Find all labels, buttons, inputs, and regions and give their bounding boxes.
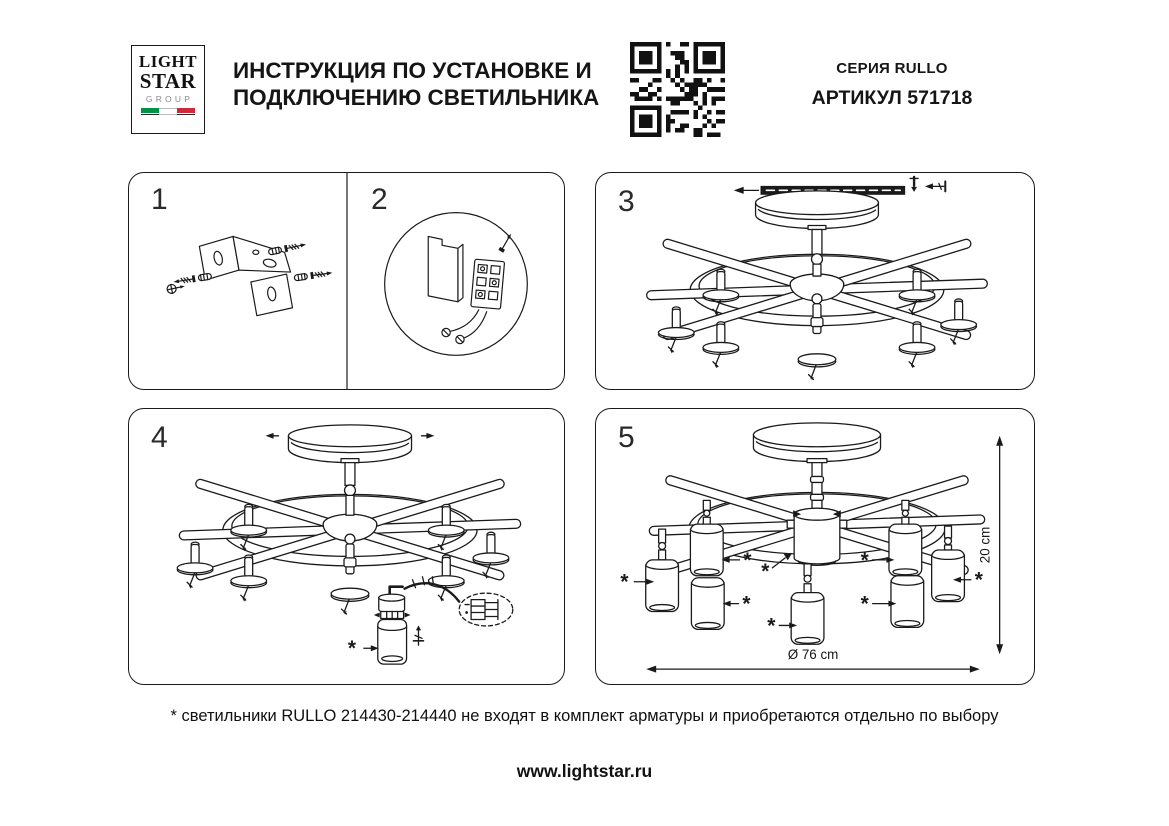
shade-marker: * [974,568,983,592]
step-4-number: 4 [151,421,168,454]
qr-code-icon [630,42,725,137]
connector-magnifier [459,593,513,626]
center-stem [807,459,827,513]
shade-marker: * [860,548,869,572]
shade-marker: * [742,592,751,616]
step-1-number: 1 [151,183,168,216]
footnote: * светильники RULLO 214430-214440 не входят в комплект арматуры и приобретаются отдельно по выбору [170,707,999,725]
shade-marker: * [620,570,629,594]
website-url: www.lightstar.ru [516,761,653,781]
shade-assembly [374,577,459,664]
series-name: СЕРИЯ RULLO [836,60,948,77]
page-title-line1: ИНСТРУКЦИЯ ПО УСТАНОВКЕ И [233,58,592,83]
italy-flag-icon [141,108,195,115]
shade-marker: * [860,592,869,616]
step-1-2-panel [128,172,565,390]
wiring-detail-drawing [385,213,528,356]
step-5-illustration [596,409,1034,684]
step-5-number: 5 [618,421,635,454]
lightstar-logo [131,45,205,134]
ceiling-canopy [753,423,880,462]
step-4-illustration [129,409,564,684]
logo-group: GROUP [145,94,194,104]
page-title-line2: ПОДКЛЮЧЕНИЮ СВЕТИЛЬНИКА [233,85,600,110]
step-2-number: 2 [371,183,388,216]
logo-light: LIGHT [138,52,198,71]
shade-marker: * [761,559,770,583]
height-dimension [996,436,1003,654]
logo-star: STAR [139,69,197,93]
ceiling-canopy [266,425,435,463]
step-5-panel [595,408,1035,685]
step-3-number: 3 [618,185,635,218]
shade-marker: * [347,637,357,661]
product-info [778,60,1006,110]
step-3-panel [595,172,1035,390]
center-shade [787,508,847,565]
height-dimension-label: 20 cm [977,526,993,564]
step-1-2-illustration [129,173,564,389]
terminal-block-icon [471,259,505,309]
shade-marker: * [767,614,776,638]
small-screw-icon [166,282,185,294]
step-4-panel [128,408,565,685]
ceiling-canopy [756,191,879,229]
screw-icon [498,232,513,252]
shade-marker: * [743,548,752,572]
page-title [233,57,599,111]
article-number: АРТИКУЛ 571718 [811,87,973,109]
diameter-dimension [646,666,980,673]
step-3-illustration [596,173,1034,389]
screw-icon [414,625,424,645]
center-stem [808,226,826,277]
diameter-dimension-label: Ø 76 cm [787,647,839,663]
center-stem [341,459,359,516]
